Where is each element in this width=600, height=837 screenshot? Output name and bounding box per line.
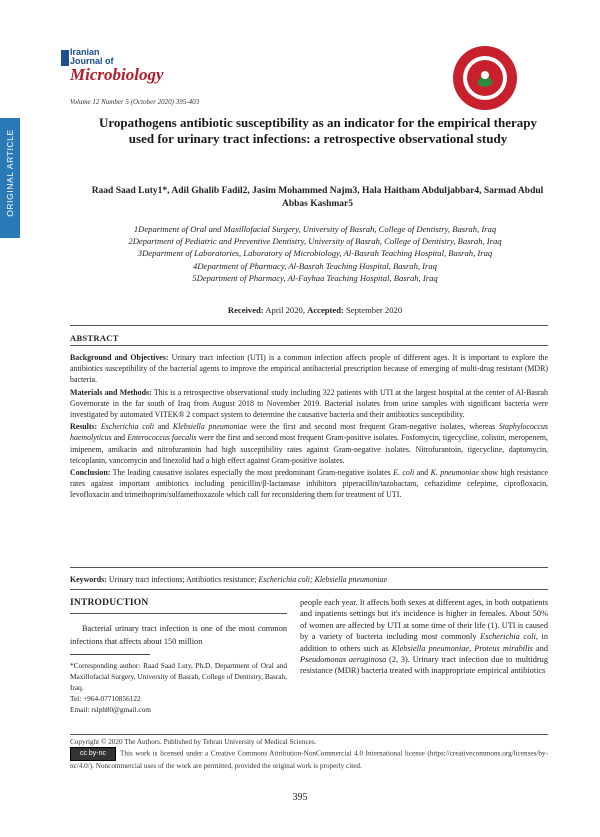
keywords: Keywords: Urinary tract infections; Antibiotics resistance; Escherichia coli; Klebsiella pneumoniae bbox=[70, 575, 388, 584]
accepted-date: September 2020 bbox=[346, 305, 403, 315]
license-text: cc by-nc This work is licensed under a Creative Commons Attribution-NonCommercial 4.0 International license (https://creativecommons.org/licenses/by-nc/4.0/). Noncommercial uses of the work are permitted, provided the original work is properly cited. bbox=[70, 747, 548, 771]
cc-license-icon: cc by-nc bbox=[70, 747, 116, 761]
abstract-methods: Materials and Methods: This is a retrospective observational study including 322 patients with UTI at the largest hospital at the center of Al-Basrah Governorate in the far south of Iraq from August 2018 to November 2019. Bacterial isolates from urine samples with significant bacteria were investigated by automated VITEK® 2 compact system to determine the causative bacteria and their antibiotics susceptibility. bbox=[70, 387, 548, 420]
divider-top bbox=[70, 325, 548, 326]
affiliation-3: 3Department of Laboratories, Laboratory of Microbiology, Al-Basrah Teaching Hospital, Basrah, Iraq bbox=[137, 248, 493, 259]
accepted-label: Accepted: bbox=[307, 305, 344, 315]
affiliation-4: 4Department of Pharmacy, Al-Basrah Teaching Hospital, Basrah, Iraq bbox=[193, 260, 437, 271]
volume-line: Volume 12 Number 5 (October 2020) 395-403 bbox=[70, 98, 200, 106]
society-seal-icon bbox=[452, 45, 518, 111]
divider-intro bbox=[70, 589, 548, 590]
article-type-label: ORIGINAL ARTICLE bbox=[5, 129, 15, 217]
abstract-heading: ABSTRACT bbox=[70, 333, 119, 343]
affiliation-1: 1Department of Oral and Maxillofacial Surgery, University of Basrah, College of Dentistry, Basrah, Iraq bbox=[133, 224, 497, 234]
authors: Raad Saad Luty1*, Adil Ghalib Fadil2, Jasim Mohammed Najm3, Hala Haitham Abduljabbar4, Sarmad Abdul Abbas Kashmar5 bbox=[91, 186, 544, 209]
abstract-background: Background and Objectives: Urinary tract infection (UTI) is a common infection affects people of different ages. It is important to explore the antibiotics susceptibility of the bacterial agents to improve the empirical antibacterial prescription because of emerging of multi-drug resistant (MDR) bacteria. bbox=[70, 353, 548, 385]
abstract-conclusion: Conclusion: The leading causative isolates especially the most predominant Gram-negative isolates E. coli and K. pneumoniae show high resistance rates against important antibiotics including penicillin/β-lactamase inhibitors piperacillin/tazobactam, ceftazidime cefepime, ciprofloxacin, levofloxacin and trimethoprim/sulfamethoxazole which call for reconsidering them for treatment of UTI. bbox=[70, 468, 548, 500]
received-date: April 2020, bbox=[265, 305, 305, 315]
corresponding-author: *Corresponding author: Raad Saad Luty, Ph.D, Department of Oral and Maxillofacial Surgery, University of Basrah, College of Dentistry, Basrah, Iraq. Tel: +964-07710856122 Email: rslph80@gmail.com bbox=[70, 661, 287, 715]
page-number: 395 bbox=[292, 792, 308, 803]
footnote-rule bbox=[70, 654, 150, 655]
affiliation-2: 2Department of Pediatric and Preventive Dentistry, University of Basrah, College of Dentistry, Basrah, Iraq bbox=[128, 236, 502, 247]
intro-col2: people each year. It affects both sexes at different ages, in both outpatients and inpatients settings but it's incidence is higher in females. About 50% of women are affected by UTI at some time of their life (1). UTI is caused by a variety of bacteria including most commonly Escherichia coli, in addition to others such as Klebsiella pneumoniae, Proteus mirabilis and Pseudomonas aeruginosa (2, 3). Urinary tract infection due to multidrug resistance (MDR) bacteria treated with inappropriate empirical antibiotics bbox=[300, 598, 549, 676]
article-title: Uropathogens antibiotic susceptibility as an indicator for the empirical therapy used for urinary tract infections: a retrospective observational study bbox=[98, 115, 538, 146]
abstract-results: Results: Escherichia coli and Klebsiella pneumoniae were the first and second most frequent Gram-negative isolates, whereas Staphylococcus haemolyticus and Enterococcus faecalis were the first and second most frequent Gram-positive isolates. Fosfomycin, tigecycline, colistin, meropenem, imipenem, amikacin and nitrofurantoin had high susceptibility rates against Gram-negative isolates. Nitrofurantoin, tigecycline, daptomycin, teicoplanin, vancomycin and linezolid had a high effect against Gram-positive isolates. bbox=[70, 422, 548, 465]
affiliation-5: 5Department of Pharmacy, Al-Fayhaa Teaching Hospital, Basrah, Iraq bbox=[192, 272, 438, 283]
received-label: Received: bbox=[227, 305, 264, 315]
affiliations bbox=[70, 223, 560, 284]
journal-logo bbox=[70, 48, 164, 83]
logo-main: Microbiology bbox=[70, 65, 164, 84]
abstract-body bbox=[70, 352, 548, 502]
logo-mark-icon bbox=[61, 50, 69, 66]
divider-intro-heading bbox=[70, 613, 287, 614]
divider-keywords bbox=[70, 567, 548, 568]
introduction-heading: INTRODUCTION bbox=[70, 598, 149, 608]
logo-line1: Iranian bbox=[70, 47, 100, 57]
copyright-rule bbox=[70, 734, 548, 735]
intro-col1: Bacterial urinary tract infection is one of the most common infections that affects about 150 million bbox=[70, 624, 287, 646]
dates-line bbox=[70, 305, 560, 315]
divider-abstract bbox=[70, 345, 548, 346]
copyright-block bbox=[70, 737, 548, 771]
logo-line2: Journal of bbox=[70, 56, 114, 66]
copyright-line: Copyright © 2020 The Authors. Published by Tehran University of Medical Sciences. bbox=[70, 738, 317, 746]
